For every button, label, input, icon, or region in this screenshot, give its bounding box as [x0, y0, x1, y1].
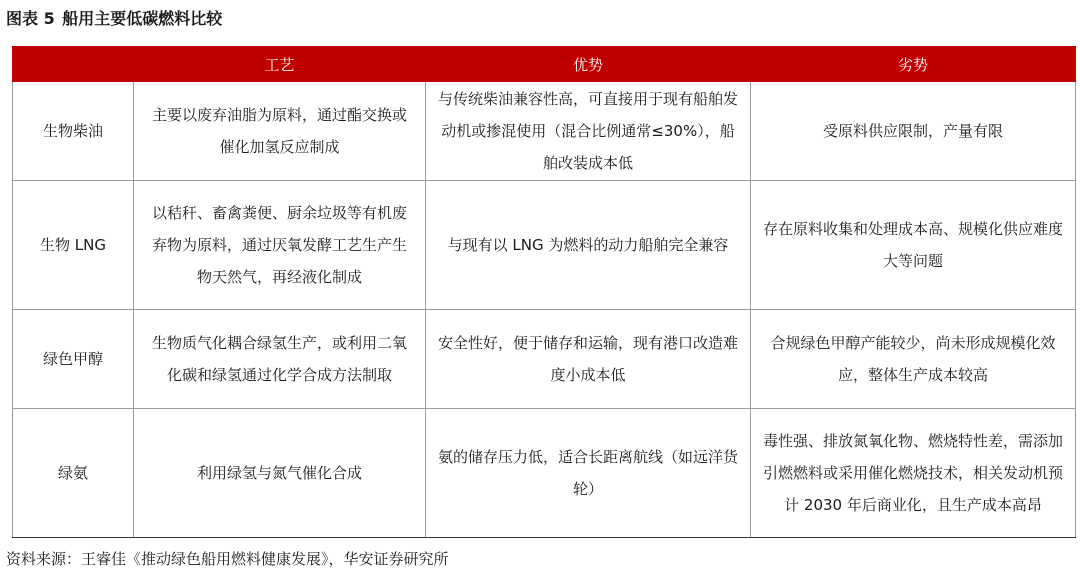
fuel-name-cell: 绿氨	[13, 409, 134, 538]
disadvantage-cell: 受原料供应限制，产量有限	[751, 82, 1076, 181]
process-cell: 以秸秆、畜禽粪便、厨余垃圾等有机废弃物为原料，通过厌氧发酵工艺生产生物天然气，再经液化制成	[134, 181, 426, 310]
table-row	[13, 181, 1076, 310]
disadvantage-cell: 存在原料收集和处理成本高、规模化供应难度大等问题	[751, 181, 1076, 310]
advantage-cell: 安全性好，便于储存和运输，现有港口改造难度小成本低	[426, 310, 751, 409]
process-cell: 主要以废弃油脂为原料，通过酯交换或催化加氢反应制成	[134, 82, 426, 181]
figure-number: 图表 5	[6, 9, 55, 28]
header-cell-process: 工艺	[134, 47, 426, 82]
advantage-cell: 与传统柴油兼容性高，可直接用于现有船舶发动机或掺混使用（混合比例通常≤30%），船舶改装成本低	[426, 82, 751, 181]
header-cell-advantage: 优势	[426, 47, 751, 82]
fuel-name-cell: 生物 LNG	[13, 181, 134, 310]
table-header-row	[13, 47, 1076, 82]
table-row	[13, 409, 1076, 538]
process-cell: 利用绿氢与氮气催化合成	[134, 409, 426, 538]
disadvantage-cell: 毒性强、排放氮氧化物、燃烧特性差，需添加引燃燃料或采用催化燃烧技术，相关发动机预计 2030 年后商业化，且生产成本高昂	[751, 409, 1076, 538]
fuel-name-cell: 生物柴油	[13, 82, 134, 181]
advantage-cell: 与现有以 LNG 为燃料的动力船舶完全兼容	[426, 181, 751, 310]
process-cell: 生物质气化耦合绿氢生产，或利用二氧化碳和绿氢通过化学合成方法制取	[134, 310, 426, 409]
figure-title	[6, 8, 222, 30]
fuel-name-cell: 绿色甲醇	[13, 310, 134, 409]
fuel-comparison-table	[12, 46, 1076, 538]
table-row	[13, 310, 1076, 409]
source-note: 资料来源：王睿佳《推动绿色船用燃料健康发展》，华安证券研究所	[6, 550, 449, 568]
advantage-cell: 氨的储存压力低，适合长距离航线（如远洋货轮）	[426, 409, 751, 538]
table-row	[13, 82, 1076, 181]
figure-caption: 船用主要低碳燃料比较	[62, 9, 223, 28]
header-cell-disadvantage: 劣势	[751, 47, 1076, 82]
disadvantage-cell: 合规绿色甲醇产能较少，尚未形成规模化效应，整体生产成本较高	[751, 310, 1076, 409]
header-cell-blank	[13, 47, 134, 82]
